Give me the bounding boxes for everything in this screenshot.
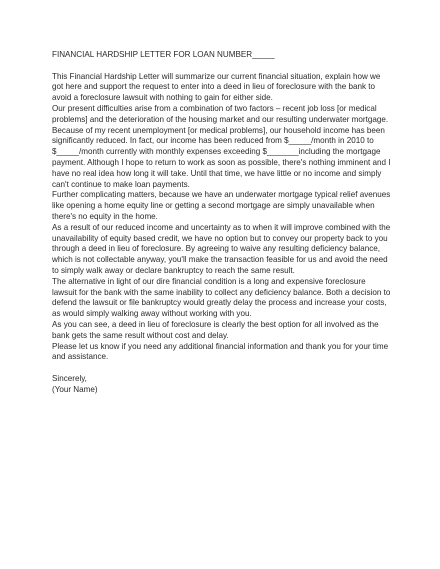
letter-paragraph-thanks: Please let us know if you need any additional financial information and thank you for your time and assistance. [52, 341, 389, 362]
letter-paragraph-conclusion: As you can see, a deed in lieu of foreclosure is clearly the best option for all involved as the bank gets the same result without cost and delay. [52, 319, 379, 340]
letter-title: FINANCIAL HARDSHIP LETTER FOR LOAN NUMBER_____ [52, 50, 275, 59]
letter-paragraph-deed-request: As a result of our reduced income and uncertainty as to when it will improve combined with the unavailability of equity based credit, we have no option but to convey our property back to you through a deed in lieu of foreclosure. By agreeing to waive any resulting deficiency balance, which is not collectable anyway, you'll make the transaction feasible for us and avoid the need to simply walk away or declare bankruptcy to reach the same result. [52, 222, 391, 275]
letter-paragraph-alternative: The alternative in light of our dire financial condition is a long and expensive foreclosure lawsuit for the bank with the same inability to collect any deficiency balance. Both a decision to defend the lawsuit or file bankruptcy would greatly delay the process and increase your costs, as would simply walking away without working with you. [52, 276, 391, 319]
letter-paragraph-difficulties: Our present difficulties arise from a combination of two factors – recent job loss [or medical problems] and the deterioration of the housing market and our resulting underwater mortgage. [52, 103, 389, 124]
letter-paragraph-mortgage: Further complicating matters, because we have an underwater mortgage typical relief avenues like opening a home equity line or getting a second mortgage are simply unavailable when there's no equity in the home. [52, 190, 391, 221]
letter-signature: (Your Name) [52, 384, 98, 394]
letter-closing: Sincerely, [52, 373, 87, 383]
hardship-letter [52, 50, 392, 396]
letter-paragraph-intro: This Financial Hardship Letter will summarize our current financial situation, explain how we got here and support the request to enter into a deed in lieu of foreclosure with the bank to avoid a foreclosure lawsuit with nothing to gain for either side. [52, 71, 381, 103]
spacer [52, 363, 392, 374]
letter-paragraph-income: Because of my recent unemployment [or medical problems], our household income has been significantly reduced. In fact, our income has been reduced from $_____/month in 2010 to $_____/month currently with monthly expenses exceeding $_______including the mortgage payment. Although I hope to return to work as soon as possible, there's nothing imminent and I have no real idea how long it will take. Until that time, we have little or no income and simply can't continue to make loan payments. [52, 125, 391, 189]
